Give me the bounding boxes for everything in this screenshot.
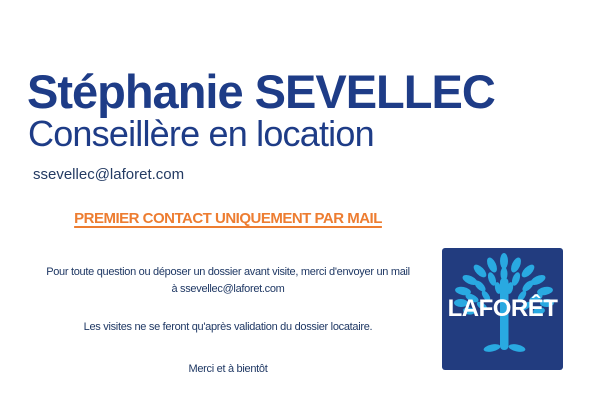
page-title: Stéphanie SEVELLEC <box>27 65 495 118</box>
logo-text: LAFORÊT <box>447 295 558 322</box>
page-subtitle: Conseillère en location <box>28 113 374 154</box>
contact-email: ssevellec@laforet.com <box>33 166 185 183</box>
body-line-2: à ssevellec@laforet.com <box>171 283 285 295</box>
body-line-3: Les visites ne se feront qu'après validation du dossier locataire. <box>83 321 373 333</box>
body-line-4: Merci et à bientôt <box>188 363 268 375</box>
body-line-1: Pour toute question ou déposer un dossier avant visite, merci d'envoyer un mail <box>46 266 410 278</box>
notice-text: PREMIER CONTACT UNIQUEMENT PAR MAIL <box>74 210 382 227</box>
laforet-logo <box>442 248 563 370</box>
